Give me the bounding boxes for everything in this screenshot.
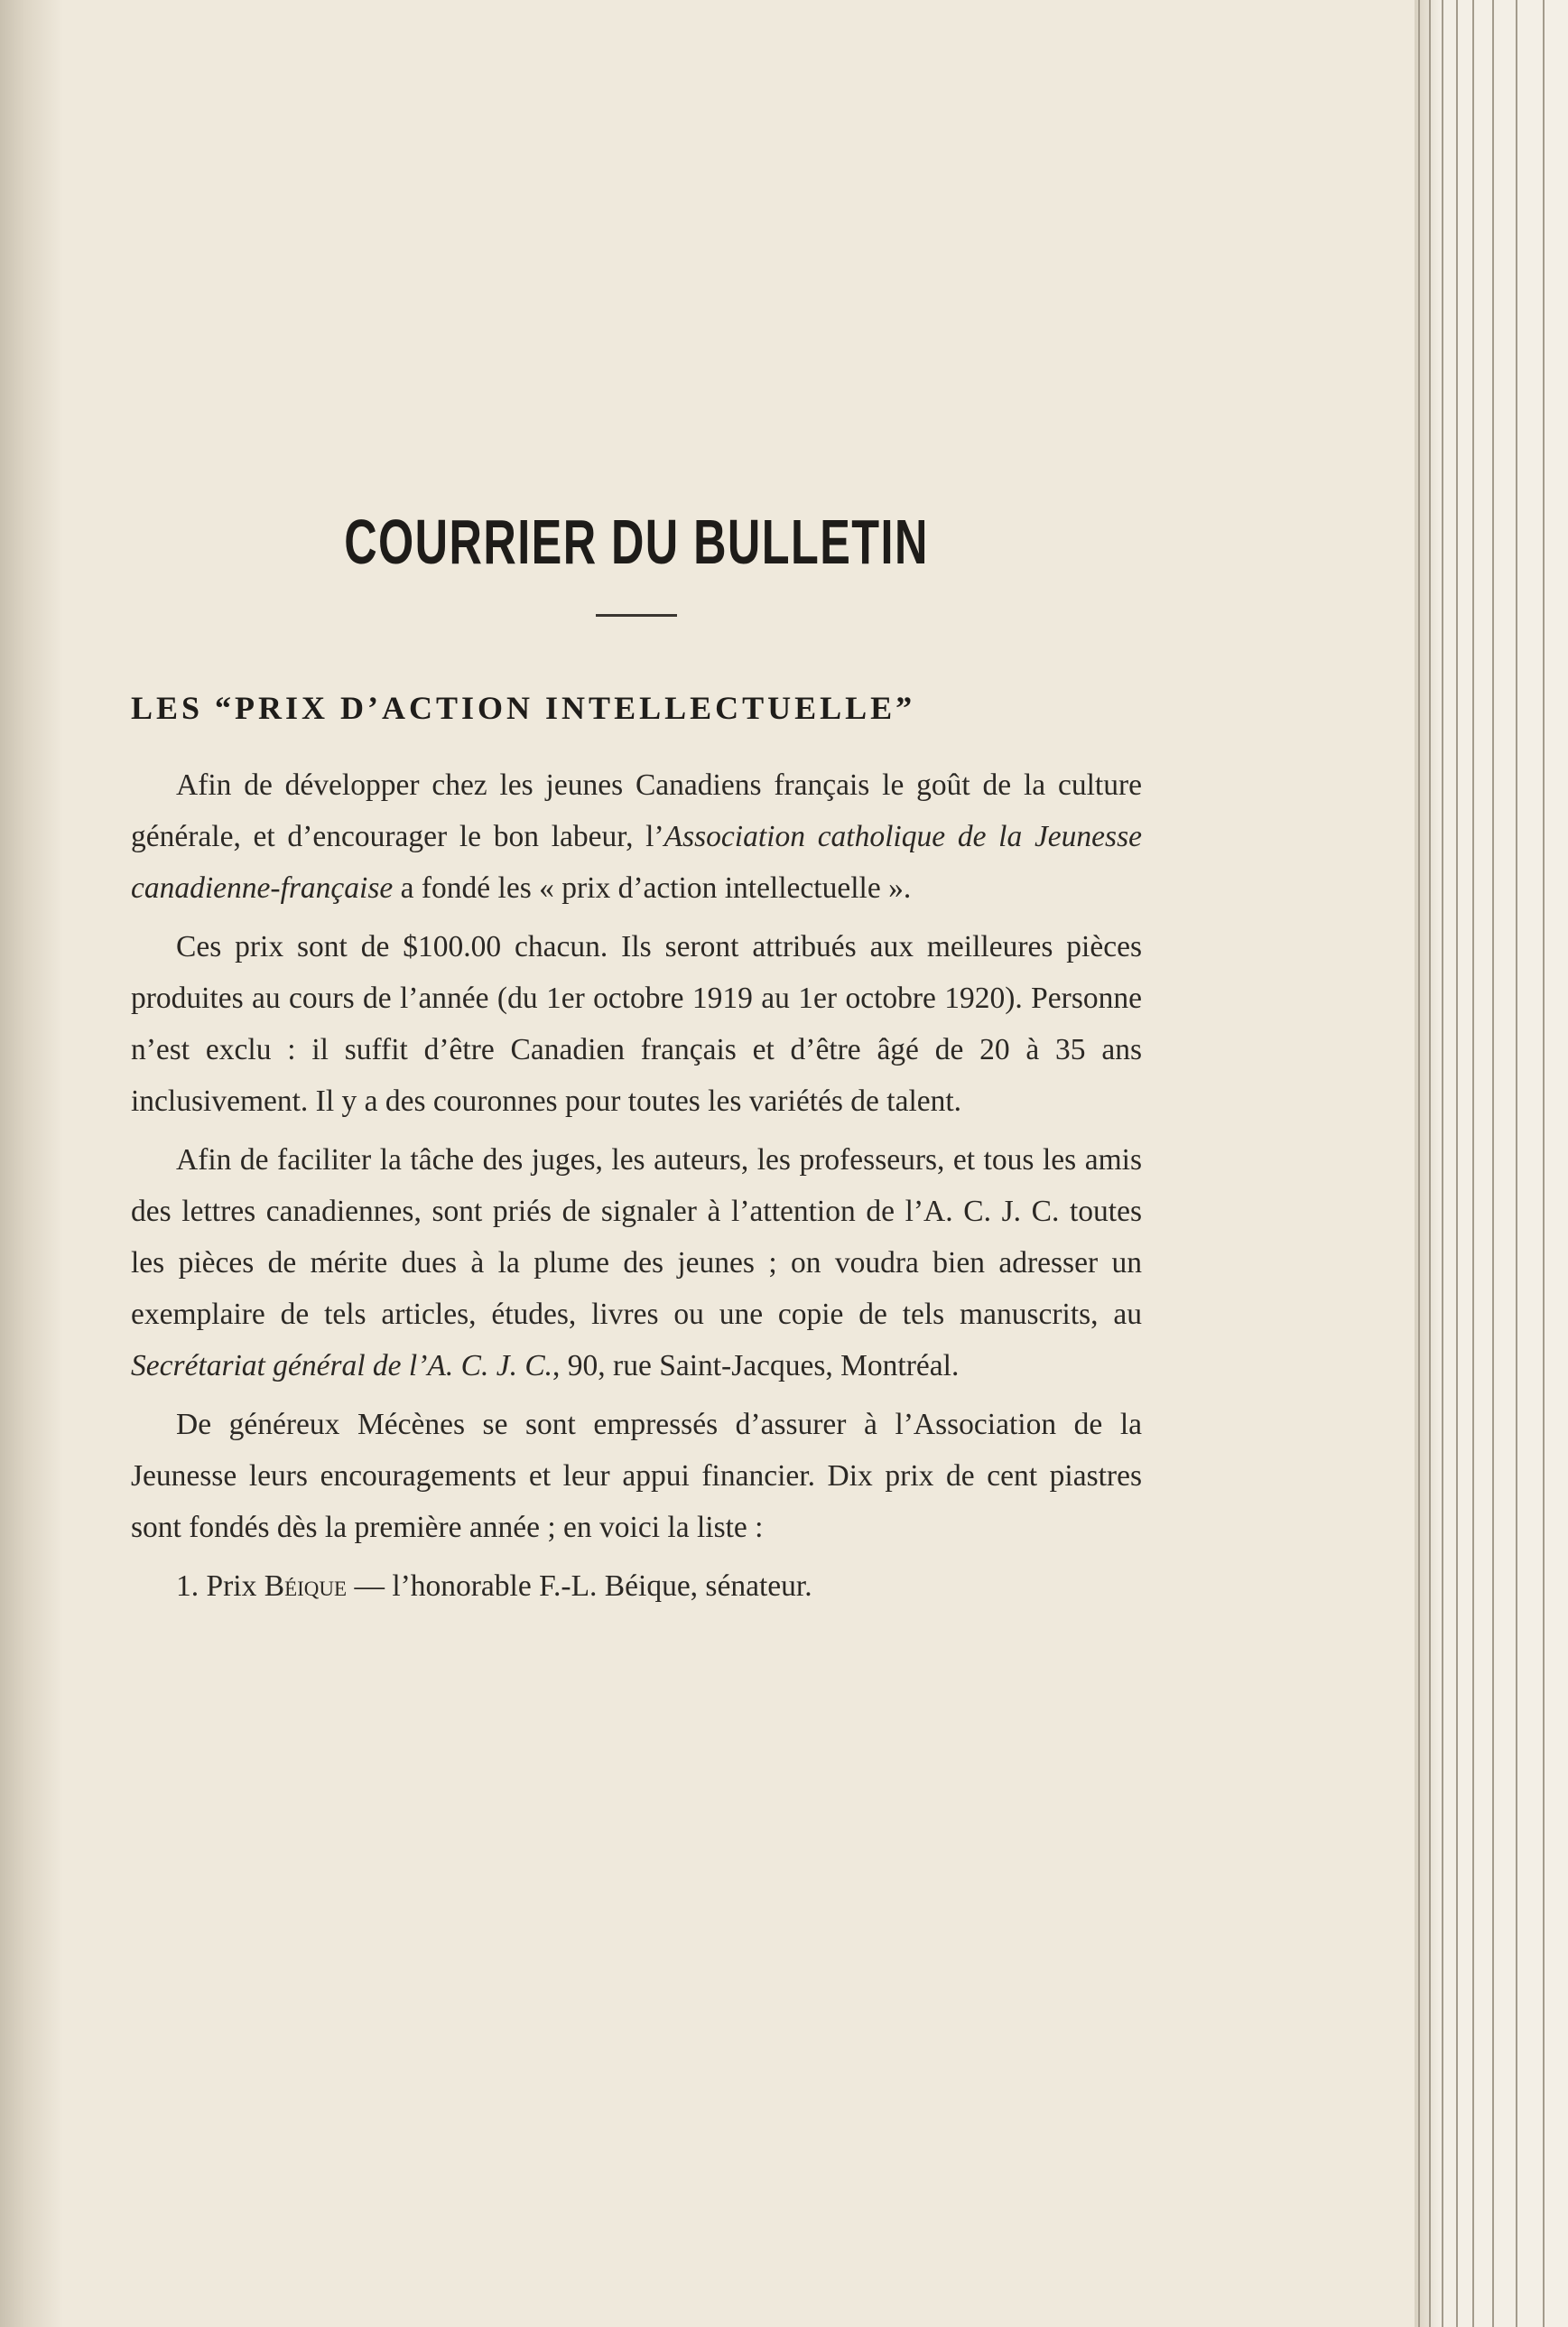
paragraph-1-text-a: Afin de développer chez les jeunes Canadiens français le goût de la culture générale, et d’encourager le bon labeur, l’: [131, 768, 1142, 853]
page-edge-line: [1472, 0, 1474, 2327]
paragraph-3-text-c: , 90, rue Saint-Jacques, Montréal.: [552, 1349, 960, 1382]
page-edge-line: [1456, 0, 1458, 2327]
title-divider: [596, 614, 677, 617]
page-edge-line: [1543, 0, 1545, 2327]
page-edge-line: [1442, 0, 1443, 2327]
list-item-prefix: 1. Prix: [176, 1569, 264, 1603]
section-heading: LES “PRIX D’ACTION INTELLECTUELLE”: [131, 690, 916, 726]
page-content: [131, 506, 1142, 1619]
page-title: COURRIER DU BULLETIN: [344, 507, 929, 577]
prize-list-item-1: [131, 1560, 1142, 1612]
association-name: Association catholique de la Jeunesse canadienne-française: [131, 820, 1142, 905]
paragraph-1-text-c: a fondé les « prix d’action intellectuelle ».: [393, 871, 912, 905]
page-edge-line: [1492, 0, 1494, 2327]
page-edge-line: [1418, 0, 1420, 2327]
secretariat-name: Secrétariat général de l’A. C. J. C.: [131, 1349, 553, 1382]
page-edge-line: [1516, 0, 1517, 2327]
paragraph-3-text-a: Afin de faciliter la tâche des juges, les auteurs, les professeurs, et tous les amis des lettres canadiennes, sont priés de signaler à l’attention de l’A. C. J. C. toutes les pièces de mérite dues à la plume des jeunes ; on voudra bien adresser un exemplaire de tels articles, études, livres ou une copie de tels manuscrits, au: [131, 1143, 1142, 1331]
page-edge-line: [1429, 0, 1431, 2327]
paragraph-2: Ces prix sont de $100.00 chacun. Ils seront attribués aux meilleures pièces produites au cours de l’année (du 1er octobre 1919 au 1er octobre 1920). Personne n’est exclu : il suffit d’être Canadien français et d’être âgé de 20 à 35 ans inclusivement. Il y a des couronnes pour toutes les variétés de talent.: [131, 930, 1142, 1118]
list-item-rest: — l’honorable F.-L. Béique, sénateur.: [347, 1569, 812, 1603]
paragraph-3: [131, 1134, 1142, 1392]
paragraph-1: [131, 759, 1142, 914]
page-stack-edges: [1415, 0, 1568, 2327]
prize-name: Béique: [264, 1569, 348, 1603]
paragraph-4: De généreux Mécènes se sont empressés d’assurer à l’Association de la Jeunesse leurs encouragements et leur appui financier. Dix prix de cent piastres sont fondés dès la première année ; en voici la liste :: [131, 1408, 1142, 1544]
book-gutter-shadow: [0, 0, 63, 2327]
